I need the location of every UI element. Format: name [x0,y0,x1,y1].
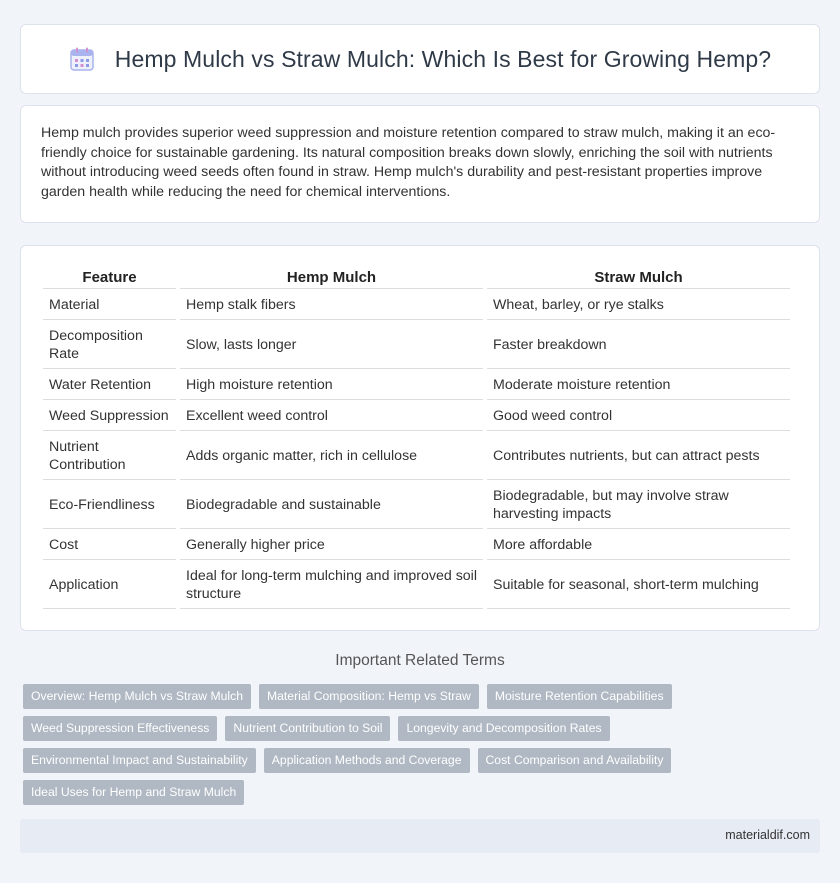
related-term-tag[interactable]: Environmental Impact and Sustainability [23,748,256,773]
related-terms-list [23,684,823,812]
row-straw-value: Biodegradable, but may involve straw harvesting impacts [487,480,790,529]
table-row [43,431,790,480]
related-term-tag[interactable]: Ideal Uses for Hemp and Straw Mulch [23,780,244,805]
related-term-tag[interactable]: Moisture Retention Capabilities [487,684,672,709]
row-hemp-value: High moisture retention [180,369,483,400]
table-row [43,560,790,609]
row-straw-value: Contributes nutrients, but can attract pests [487,431,790,480]
row-hemp-value: Biodegradable and sustainable [180,480,483,529]
table-row [43,369,790,400]
intro-text: Hemp mulch provides superior weed suppression and moisture retention compared to straw mulch, making it an eco-friendly choice for sustainable gardening. Its natural composition breaks down slowly, enriching the soil with nutrients without introducing weed seeds often found in straw. Hemp mulch's durability and pest-resistant properties improve garden health while reducing the need for chemical interventions. [41,125,776,200]
related-term-tag[interactable]: Nutrient Contribution to Soil [225,716,390,741]
related-term-tag[interactable]: Application Methods and Coverage [264,748,470,773]
table-row [43,480,790,529]
column-header-feature: Feature [43,266,176,289]
row-straw-value: Suitable for seasonal, short-term mulching [487,560,790,609]
related-term-tag[interactable]: Material Composition: Hemp vs Straw [259,684,479,709]
row-straw-value: Good weed control [487,400,790,431]
related-term-tag[interactable]: Overview: Hemp Mulch vs Straw Mulch [23,684,251,709]
row-straw-value: More affordable [487,529,790,560]
row-straw-value: Moderate moisture retention [487,369,790,400]
row-straw-value: Wheat, barley, or rye stalks [487,289,790,320]
row-hemp-value: Adds organic matter, rich in cellulose [180,431,483,480]
row-hemp-value: Ideal for long-term mulching and improved soil structure [180,560,483,609]
row-feature: Eco-Friendliness [43,480,176,529]
related-terms-title: Important Related Terms [335,652,505,669]
footer-site-link[interactable]: materialdif.com [725,828,810,842]
page-header [20,24,820,94]
row-hemp-value: Excellent weed control [180,400,483,431]
comparison-table [39,266,794,609]
row-hemp-value: Generally higher price [180,529,483,560]
row-feature: Application [43,560,176,609]
row-straw-value: Faster breakdown [487,320,790,369]
intro-section [20,105,820,223]
row-feature: Decomposition Rate [43,320,176,369]
table-row [43,289,790,320]
row-hemp-value: Hemp stalk fibers [180,289,483,320]
table-header-row [43,266,790,289]
comparison-section [20,245,820,631]
row-feature: Weed Suppression [43,400,176,431]
row-feature: Material [43,289,176,320]
related-term-tag[interactable]: Cost Comparison and Availability [478,748,672,773]
row-hemp-value: Slow, lasts longer [180,320,483,369]
table-row [43,320,790,369]
related-term-tag[interactable]: Longevity and Decomposition Rates [398,716,609,741]
page-footer [20,819,820,853]
related-term-tag[interactable]: Weed Suppression Effectiveness [23,716,217,741]
row-feature: Nutrient Contribution [43,431,176,480]
row-feature: Water Retention [43,369,176,400]
page-title: Hemp Mulch vs Straw Mulch: Which Is Best for Growing Hemp? [114,45,772,72]
table-row [43,400,790,431]
row-feature: Cost [43,529,176,560]
column-header-straw: Straw Mulch [487,266,790,289]
calendar-icon [69,46,95,72]
table-row [43,529,790,560]
column-header-hemp: Hemp Mulch [180,266,483,289]
